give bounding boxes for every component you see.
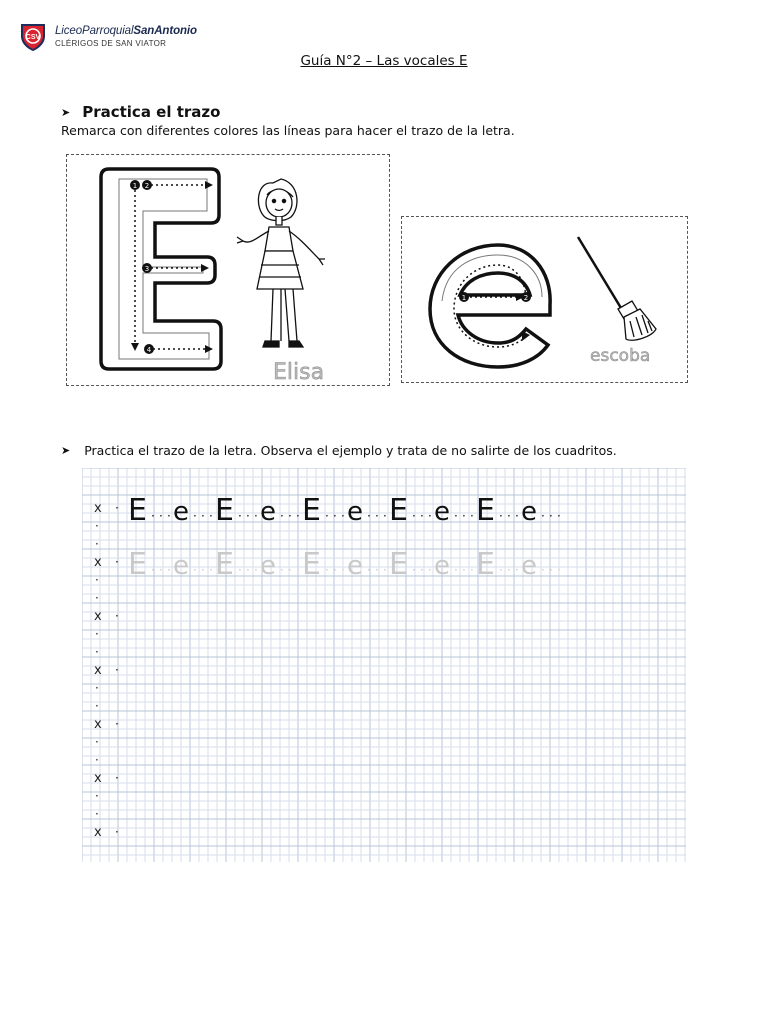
spacer-dot-model: · <box>507 509 511 523</box>
spacer-dot-model: · <box>549 509 553 523</box>
letter-E-trace: E <box>302 547 321 582</box>
letter-E-model: E <box>389 493 408 528</box>
section-1-heading-text: Practica el trazo <box>82 103 221 121</box>
section-1-instruction: Remarca con diferentes colores las líneas para hacer el trazo de la letra. <box>61 123 515 138</box>
letter-e-trace: e <box>173 551 189 581</box>
spacer-dot-model: · <box>238 509 242 523</box>
lowercase-e-card <box>401 216 688 383</box>
spacer-dot-trace: · <box>470 563 474 577</box>
svg-text:4: 4 <box>146 346 152 354</box>
row-dot: · <box>115 609 119 623</box>
spacer-dot-trace: · <box>375 563 379 577</box>
spacer-dot-model: · <box>367 509 371 523</box>
letter-e-model: e <box>260 497 276 527</box>
margin-dot: · <box>95 627 99 641</box>
girl-elisa-illustration <box>237 179 325 347</box>
letter-e-trace: e <box>521 551 537 581</box>
spacer-dot-trace: · <box>151 563 155 577</box>
spacer-dot-trace: · <box>549 563 553 577</box>
row-marker-x: x <box>94 825 102 840</box>
letter-E-model: E <box>476 493 495 528</box>
school-crest-icon <box>19 22 47 52</box>
spacer-dot-trace: · <box>167 563 171 577</box>
broom-icon <box>578 237 656 340</box>
row-dot: · <box>115 501 119 515</box>
lowercase-e-outline <box>430 245 550 367</box>
margin-dot: · <box>95 807 99 821</box>
spacer-dot-trace: · <box>288 563 292 577</box>
letter-E-model: E <box>302 493 321 528</box>
svg-text:2: 2 <box>144 182 150 190</box>
school-name: LiceoParroquialSanAntonio <box>55 24 197 37</box>
spacer-dot-trace: · <box>367 563 371 577</box>
arrow-bullet-icon: ➤ <box>61 105 71 119</box>
practice-grid <box>82 468 686 862</box>
spacer-dot-trace: · <box>209 563 213 577</box>
spacer-dot-trace: · <box>238 563 242 577</box>
spacer-dot-trace: · <box>541 563 545 577</box>
margin-dot: · <box>95 735 99 749</box>
crest-letters: CSV <box>25 34 41 41</box>
escoba-label: escoba <box>590 346 651 366</box>
spacer-dot-model: · <box>254 509 258 523</box>
spacer-dot-model: · <box>515 509 519 523</box>
spacer-dot-trace: · <box>428 563 432 577</box>
margin-dot: · <box>95 681 99 695</box>
spacer-dot-model: · <box>151 509 155 523</box>
letter-E-trace: E <box>215 547 234 582</box>
spacer-dot-trace: · <box>254 563 258 577</box>
spacer-dot-trace: · <box>515 563 519 577</box>
spacer-dot-trace: · <box>341 563 345 577</box>
spacer-dot-trace: · <box>246 563 250 577</box>
margin-dot: · <box>95 753 99 767</box>
spacer-dot-model: · <box>333 509 337 523</box>
svg-text:1: 1 <box>132 182 138 190</box>
spacer-dot-model: · <box>341 509 345 523</box>
row-dot: · <box>115 663 119 677</box>
svg-text:2: 2 <box>523 294 529 302</box>
letter-E-trace: E <box>476 547 495 582</box>
uppercase-e-card <box>66 154 390 386</box>
letter-e-model: e <box>347 497 363 527</box>
spacer-dot-model: · <box>541 509 545 523</box>
spacer-dot-trace: · <box>383 563 387 577</box>
spacer-dot-model: · <box>375 509 379 523</box>
margin-dot: · <box>95 573 99 587</box>
page-title: Guía N°2 – Las vocales E <box>300 53 468 69</box>
margin-dot: · <box>95 645 99 659</box>
spacer-dot-trace: · <box>507 563 511 577</box>
margin-dot: · <box>95 789 99 803</box>
spacer-dot-model: · <box>557 509 561 523</box>
school-logo <box>19 22 197 52</box>
school-subtitle: CLÉRIGOS DE SAN VIATOR <box>55 39 167 49</box>
letter-E-model: E <box>215 493 234 528</box>
spacer-dot-model: · <box>193 509 197 523</box>
row-dot: · <box>115 717 119 731</box>
spacer-dot-trace: · <box>557 563 561 577</box>
spacer-dot-model: · <box>470 509 474 523</box>
spacer-dot-model: · <box>412 509 416 523</box>
spacer-dot-model: · <box>296 509 300 523</box>
spacer-dot-trace: · <box>420 563 424 577</box>
arrow-bullet-icon: ➤ <box>61 444 71 457</box>
row-dot: · <box>115 825 119 839</box>
row-dot: · <box>115 771 119 785</box>
svg-text:3: 3 <box>144 265 150 273</box>
spacer-dot-model: · <box>201 509 205 523</box>
section-2-instruction <box>61 443 617 458</box>
row-dot: · <box>115 555 119 569</box>
spacer-dot-trace: · <box>454 563 458 577</box>
svg-text:1: 1 <box>461 294 467 302</box>
letter-e-model: e <box>173 497 189 527</box>
spacer-dot-trace: · <box>499 563 503 577</box>
spacer-dot-trace: · <box>462 563 466 577</box>
spacer-dot-trace: · <box>201 563 205 577</box>
spacer-dot-trace: · <box>333 563 337 577</box>
row-marker-x: x <box>94 771 102 786</box>
letter-E-trace: E <box>128 547 147 582</box>
letter-e-trace: e <box>347 551 363 581</box>
spacer-dot-model: · <box>159 509 163 523</box>
spacer-dot-model: · <box>428 509 432 523</box>
row-marker-x: x <box>94 609 102 624</box>
margin-dot: · <box>95 591 99 605</box>
margin-dot: · <box>95 699 99 713</box>
spacer-dot-model: · <box>246 509 250 523</box>
spacer-dot-model: · <box>499 509 503 523</box>
grid-lines <box>82 468 686 862</box>
margin-dot: · <box>95 519 99 533</box>
spacer-dot-trace: · <box>325 563 329 577</box>
spacer-dot-model: · <box>420 509 424 523</box>
row-marker-x: x <box>94 555 102 570</box>
spacer-dot-model: · <box>167 509 171 523</box>
spacer-dot-model: · <box>280 509 284 523</box>
section-2-instruction-text: Practica el trazo de la letra. Observa el ejemplo y trata de no salirte de los cuadritos. <box>84 443 617 458</box>
spacer-dot-model: · <box>454 509 458 523</box>
spacer-dot-trace: · <box>296 563 300 577</box>
letter-e-trace: e <box>260 551 276 581</box>
row-marker-x: x <box>94 501 102 516</box>
spacer-dot-model: · <box>325 509 329 523</box>
letter-E-model: E <box>128 493 147 528</box>
spacer-dot-model: · <box>288 509 292 523</box>
row-marker-x: x <box>94 663 102 678</box>
spacer-dot-model: · <box>462 509 466 523</box>
elisa-label: Elisa <box>273 360 325 385</box>
spacer-dot-trace: · <box>412 563 416 577</box>
spacer-dot-model: · <box>383 509 387 523</box>
letter-e-model: e <box>521 497 537 527</box>
spacer-dot-trace: · <box>280 563 284 577</box>
letter-e-trace: e <box>434 551 450 581</box>
margin-dot: · <box>95 537 99 551</box>
letter-E-trace: E <box>389 547 408 582</box>
letter-e-model: e <box>434 497 450 527</box>
section-1-heading <box>61 103 220 121</box>
spacer-dot-trace: · <box>159 563 163 577</box>
spacer-dot-model: · <box>209 509 213 523</box>
spacer-dot-trace: · <box>193 563 197 577</box>
row-marker-x: x <box>94 717 102 732</box>
